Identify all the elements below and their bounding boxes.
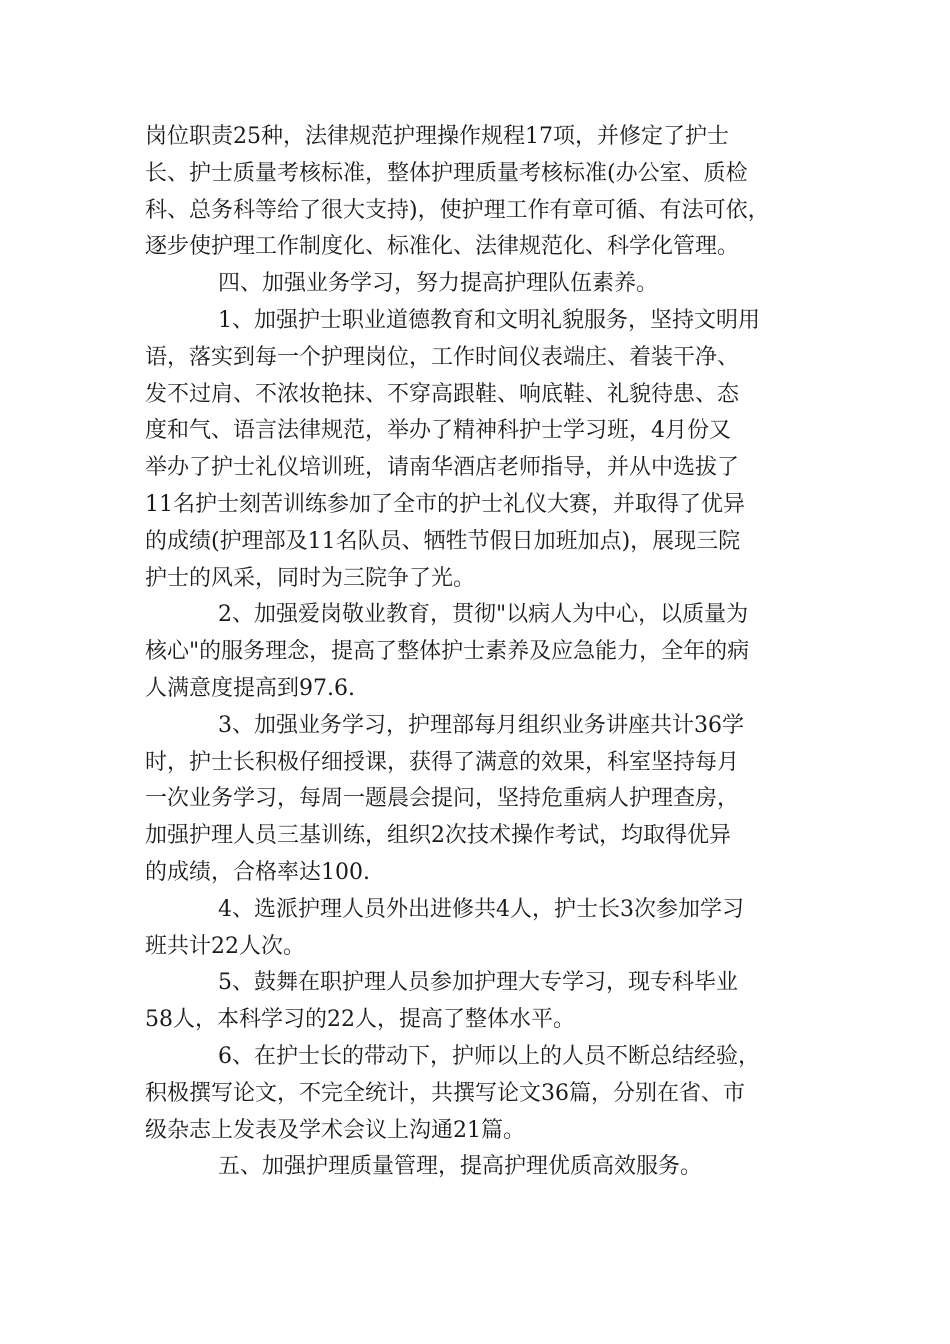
paragraph-first-line: 2、加强爱岗敬业教育，贯彻"以病人为中心，以质量为 bbox=[218, 602, 749, 628]
paragraph-line: 一次业务学习，每周一题晨会提问，坚持危重病人护理查房， bbox=[145, 786, 740, 812]
paragraph-line: 语，落实到每一个护理岗位，工作时间仪表端庄、着装干净、 bbox=[145, 344, 740, 370]
paragraph-line: 度和气、语言法律规范，举办了精神科护士学习班，4月份又 bbox=[145, 418, 731, 444]
paragraph-first-line: 3、加强业务学习，护理部每月组织业务讲座共计36学 bbox=[218, 712, 744, 738]
paragraph-first-line: 4、选派护理人员外出进修共4人，护士长3次参加学习 bbox=[218, 896, 744, 922]
paragraph-first-line: 6、在护士长的带动下，护师以上的人员不断总结经验， bbox=[218, 1043, 760, 1069]
paragraph-line: 加强护理人员三基训练，组织2次技术操作考试，均取得优异 bbox=[145, 823, 731, 849]
paragraph-line: 岗位职责25种，法律规范护理操作规程17项，并修定了护士 bbox=[145, 124, 729, 149]
paragraph-line: 发不过肩、不浓妆艳抹、不穿高跟鞋、响底鞋、礼貌待患、态 bbox=[145, 381, 740, 407]
document-body bbox=[145, 119, 810, 1186]
paragraph-line: 58人，本科学习的22人，提高了整体水平。 bbox=[145, 1007, 575, 1033]
paragraph-line: 11名护士刻苦训练参加了全市的护士礼仪大赛，并取得了优异 bbox=[145, 491, 745, 517]
paragraph-first-line: 四、加强业务学习，努力提高护理队伍素养。 bbox=[218, 271, 659, 297]
paragraph-first-line: 1、加强护士职业道德教育和文明礼貌服务，坚持文明用 bbox=[218, 307, 760, 333]
paragraph-line: 班共计22人次。 bbox=[145, 933, 305, 959]
paragraph-first-line: 5、鼓舞在职护理人员参加护理大专学习，现专科毕业 bbox=[218, 970, 738, 996]
paragraph-line: 的成绩，合格率达100. bbox=[145, 859, 370, 885]
paragraph-line: 的成绩(护理部及11名队员、牺牲节假日加班加点)，展现三院 bbox=[145, 528, 741, 554]
paragraph-line: 护士的风采，同时为三院争了光。 bbox=[145, 565, 476, 591]
paragraph-line: 逐步使护理工作制度化、标准化、法律规范化、科学化管理。 bbox=[145, 234, 740, 260]
paragraph-line: 举办了护士礼仪培训班，请南华酒店老师指导，并从中选拔了 bbox=[145, 455, 740, 481]
paragraph-line: 长、护士质量考核标准，整体护理质量考核标准(办公室、质检 bbox=[145, 160, 748, 186]
paragraph-first-line: 五、加强护理质量管理，提高护理优质高效服务。 bbox=[218, 1154, 703, 1180]
paragraph-line: 时，护士长积极仔细授课，获得了满意的效果，科室坚持每月 bbox=[145, 749, 740, 775]
paragraph-line: 级杂志上发表及学术会议上沟通21篇。 bbox=[145, 1117, 525, 1143]
paragraph-line: 积极撰写论文，不完全统计，共撰写论文36篇，分别在省、市 bbox=[145, 1080, 745, 1106]
paragraph-line: 科、总务科等给了很大支持)，使护理工作有章可循、有法可依， bbox=[145, 197, 770, 223]
paragraph-line: 人满意度提高到97.6. bbox=[145, 675, 355, 701]
paragraph-line: 核心"的服务理念，提高了整体护士素养及应急能力，全年的病 bbox=[145, 639, 750, 665]
